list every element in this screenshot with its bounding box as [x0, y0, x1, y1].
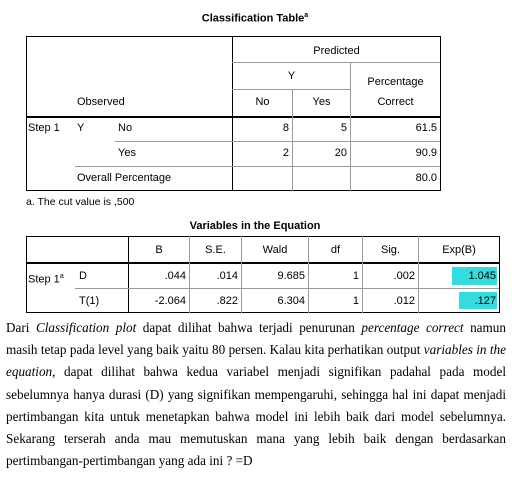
para-text: namun masih tetap pada level yang baik yaitu 80 persen. Kalau kita perhatikan output: [6, 320, 506, 358]
cell-sig: .002: [393, 270, 415, 282]
cell-pct: 80.0: [415, 172, 437, 184]
cell-no: 2: [282, 147, 289, 159]
para-italic: percentage correct: [361, 320, 464, 335]
cell-pct: 61.5: [415, 122, 437, 134]
step-label: [28, 270, 64, 287]
header-predicted: Predicted: [313, 45, 360, 57]
var-name: D: [79, 270, 87, 282]
header-observed: Observed: [77, 96, 125, 108]
cell-expb: .127: [474, 295, 496, 307]
col-header-se: S.E.: [205, 244, 226, 256]
row-label: Yes: [118, 147, 136, 159]
row-y-label: Y: [77, 122, 85, 134]
para-italic: Classification plot: [35, 320, 137, 335]
para-text: dapat dilihat bahwa terjadi penurunan: [136, 320, 362, 335]
header-y: Y: [287, 70, 296, 82]
cell-sig: .012: [393, 295, 415, 307]
cell-df: 1: [352, 270, 359, 282]
cell-wald: 9.685: [277, 270, 305, 282]
col-header-expb: Exp(B): [442, 244, 476, 256]
cell-yes: 20: [334, 147, 347, 159]
col-header-wald: Wald: [262, 244, 288, 256]
cell-se: .014: [216, 270, 238, 282]
cell-no: 8: [282, 122, 289, 134]
cell-b: .044: [164, 270, 186, 282]
body-paragraph: [6, 317, 506, 472]
header-yes: Yes: [312, 96, 331, 108]
para-text: dapat dilihat bahwa kedua variabel menjadi signifikan padahal pada model sebelumnya hanya durasi (D) yang signifikan mempengaruhi, sehingga hal ini dapat menjadi pertimbangan kita untuk menetapkan bahwa model ini lebih baik dari model sebelumnya. Sekarang terserah anda mau memutuskan mana yang lebih baik dengan berdasarkan pertimbangan-pertimbangan yang ada ini ? =D: [6, 364, 506, 469]
step-label-text: Step 1: [28, 273, 60, 286]
col-header-df: df: [330, 244, 341, 256]
header-no: No: [255, 96, 270, 108]
row-label: Overall Percentage: [77, 172, 172, 184]
classification-table-title-text: Classification Table: [201, 12, 305, 25]
cell-yes: 5: [340, 122, 347, 134]
cell-df: 1: [352, 295, 359, 307]
cell-se: .822: [216, 295, 238, 307]
step-label-sup: a: [59, 273, 64, 280]
col-header-b: B: [155, 244, 163, 256]
classification-table-title-sup: a: [304, 12, 309, 19]
cell-pct: 90.9: [415, 147, 437, 159]
header-percentage: Percentage: [367, 76, 424, 88]
var-name: T(1): [79, 295, 100, 307]
para-text: Dari: [6, 320, 36, 335]
row-step-label: Step 1: [28, 122, 60, 134]
classification-footnote: a. The cut value is ,500: [26, 196, 135, 208]
variables-table-title: Variables in the Equation: [189, 220, 321, 232]
cell-wald: 6.304: [277, 295, 305, 307]
row-label: No: [118, 122, 133, 134]
col-header-sig: Sig.: [381, 244, 400, 256]
para-italic: variables in the equation,: [6, 342, 506, 380]
cell-expb: 1.045: [468, 270, 496, 282]
cell-b: -2.064: [154, 295, 186, 307]
header-correct: Correct: [377, 96, 414, 108]
